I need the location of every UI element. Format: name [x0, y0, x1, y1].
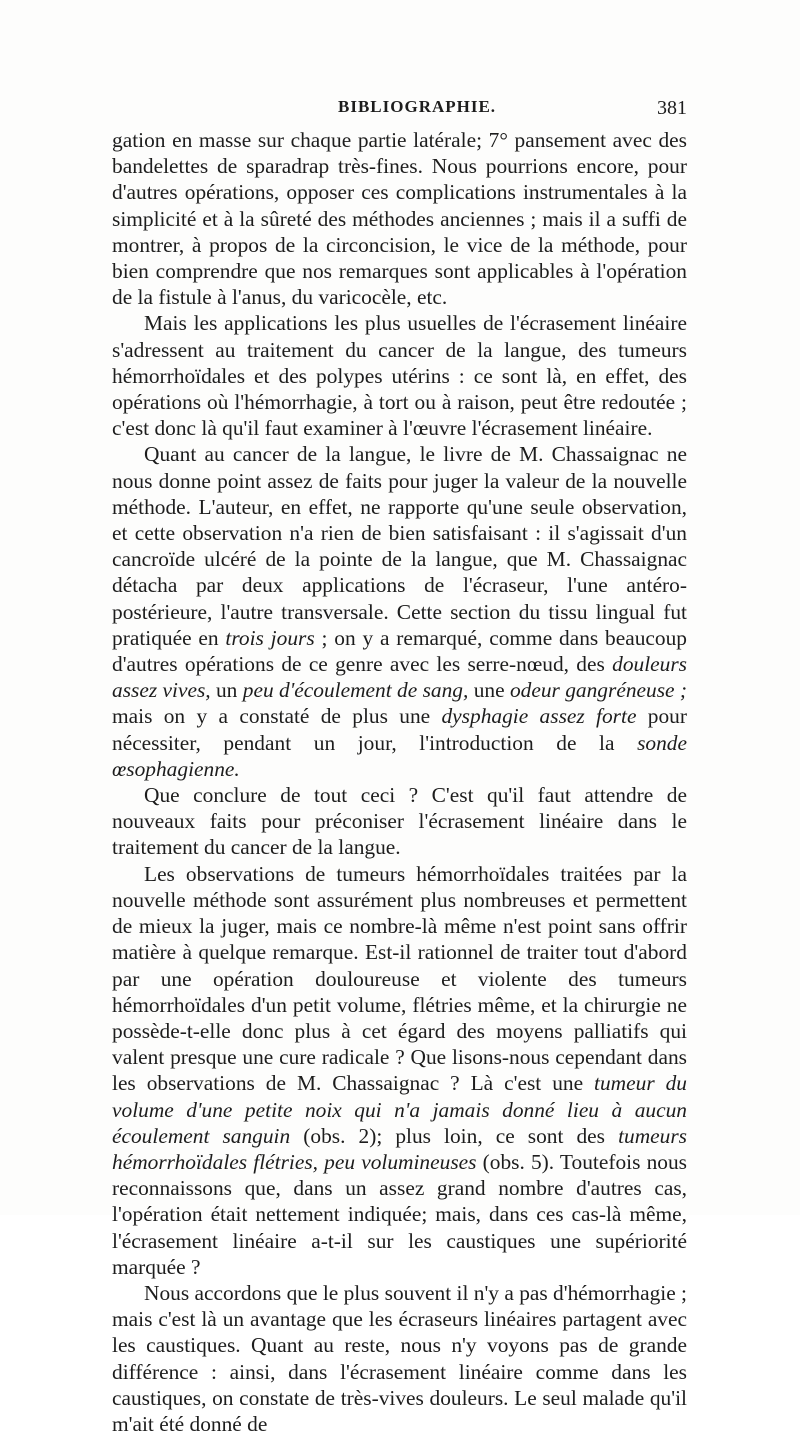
italic-run: tumeurs hémorrhoïdales flétries, peu volumineuses [112, 1123, 687, 1174]
text-run: ; on y a remarqué, comme dans beaucoup d'autres opérations de ce genre avec les serre-nœud, des [112, 625, 687, 677]
text-run: un [210, 678, 243, 703]
paragraph-5 [112, 861, 687, 1280]
page-header [112, 97, 687, 125]
text-run: Mais les applications les plus usuelles de l'écrasement linéaire s'adressent au traitement du cancer de la langue, des tumeurs hémorrhoïdales et des polypes utérins : ce sont là, en effet, des opérations où l'hémorrhagie, à tort ou à raison, peut être redoutée ; c'est donc là qu'il faut examiner à l'œuvre l'écrasement linéaire. [112, 311, 687, 441]
paragraph-1 [112, 127, 687, 310]
italic-run: sonde œsophagienne. [112, 730, 687, 781]
text-run: pour nécessiter, pendant un jour, l'introduction de la [112, 704, 687, 755]
paragraph-4 [112, 782, 687, 861]
italic-run: tumeur du volume d'une petite noix qui n'a jamais donné lieu à aucun écoulement sanguin [112, 1071, 687, 1148]
text-run: mais on y a constaté de plus une [112, 704, 442, 729]
italic-run: peu d'écoulement de sang, [242, 678, 469, 703]
page-body [112, 127, 687, 1437]
italic-run: odeur gangréneuse ; [509, 678, 688, 703]
running-head: BIBLIOGRAPHIE. [338, 97, 497, 116]
paragraph-3 [112, 441, 687, 782]
paragraph-6 [112, 1280, 687, 1437]
text-run: Les observations de tumeurs hémorrhoïdales traitées par la nouvelle méthode sont assurément plus nombreuses et permettent de mieux la juger, mais ce nombre-là même n'est point sans offrir matière à quelque remarque. Est-il rationnel de traiter tout d'abord par une opération douloureuse et violente des tumeurs hémorrhoïdales d'un petit volume, flétries même, et la chirurgie ne possède-t-elle donc plus à cet égard des moyens palliatifs qui valent presque une cure radicale ? Que lisons-nous cependant dans les observations de M. Chassaignac ? Là c'est une [112, 861, 687, 1096]
italic-run: douleurs assez vives, [112, 652, 687, 703]
text-run: gation en masse sur chaque partie latérale; 7° pansement avec des bandelettes de sparadrap très-fines. Nous pourrions encore, pour d'autres opérations, opposer ces complications instrumentales à la simplicité et à la sûreté des méthodes anciennes ; mais il a suffi de montrer, à propos de la circoncision, le vice de la méthode, pour bien comprendre que nos remarques sont applicables à l'opération de la fistule à l'anus, du varicocèle, etc. [112, 128, 687, 310]
text-run: Quant au cancer de la langue, le livre de M. Chassaignac ne nous donne point assez de faits pour juger la valeur de la nouvelle méthode. L'auteur, en effet, ne rapporte qu'une seule observation, et cette observation n'a rien de bien satisfaisant : il s'agissait d'un cancroïde ulcéré de la pointe de la langue, que M. Chassaignac détacha par deux applications de l'écraseur, l'une antéro-postérieure, l'autre transversale. Cette section du tissu lingual fut pratiquée en [112, 442, 687, 650]
text-run: Nous accordons que le plus souvent il n'y a pas d'hémorrhagie ; mais c'est là un avantage que les écraseurs linéaires partagent avec les caustiques. Quant au reste, nous n'y voyons pas de grande différence : ainsi, dans l'écrasement linéaire comme dans les caustiques, on constate de très-vives douleurs. Le seul malade qu'il m'ait été donné de [112, 1280, 687, 1436]
text-run: une [468, 678, 510, 703]
italic-run: trois jours [225, 625, 315, 650]
page-number: 381 [657, 97, 687, 119]
paragraph-2 [112, 310, 687, 441]
text-run: Que conclure de tout ceci ? C'est qu'il faut attendre de nouveaux faits pour préconiser l'écrasement linéaire dans le traitement du cancer de la langue. [112, 783, 687, 860]
text-run: (obs. 5). Toutefois nous reconnaissons que, dans un assez grand nombre d'autres cas, l'opération était nettement indiquée; mais, dans ces cas-là même, l'écrasement linéaire a-t-il sur les caustiques une supériorité marquée ? [112, 1149, 687, 1279]
italic-run: dysphagie assez forte [441, 704, 637, 729]
text-run: (obs. 2); plus loin, ce sont des [290, 1123, 619, 1148]
